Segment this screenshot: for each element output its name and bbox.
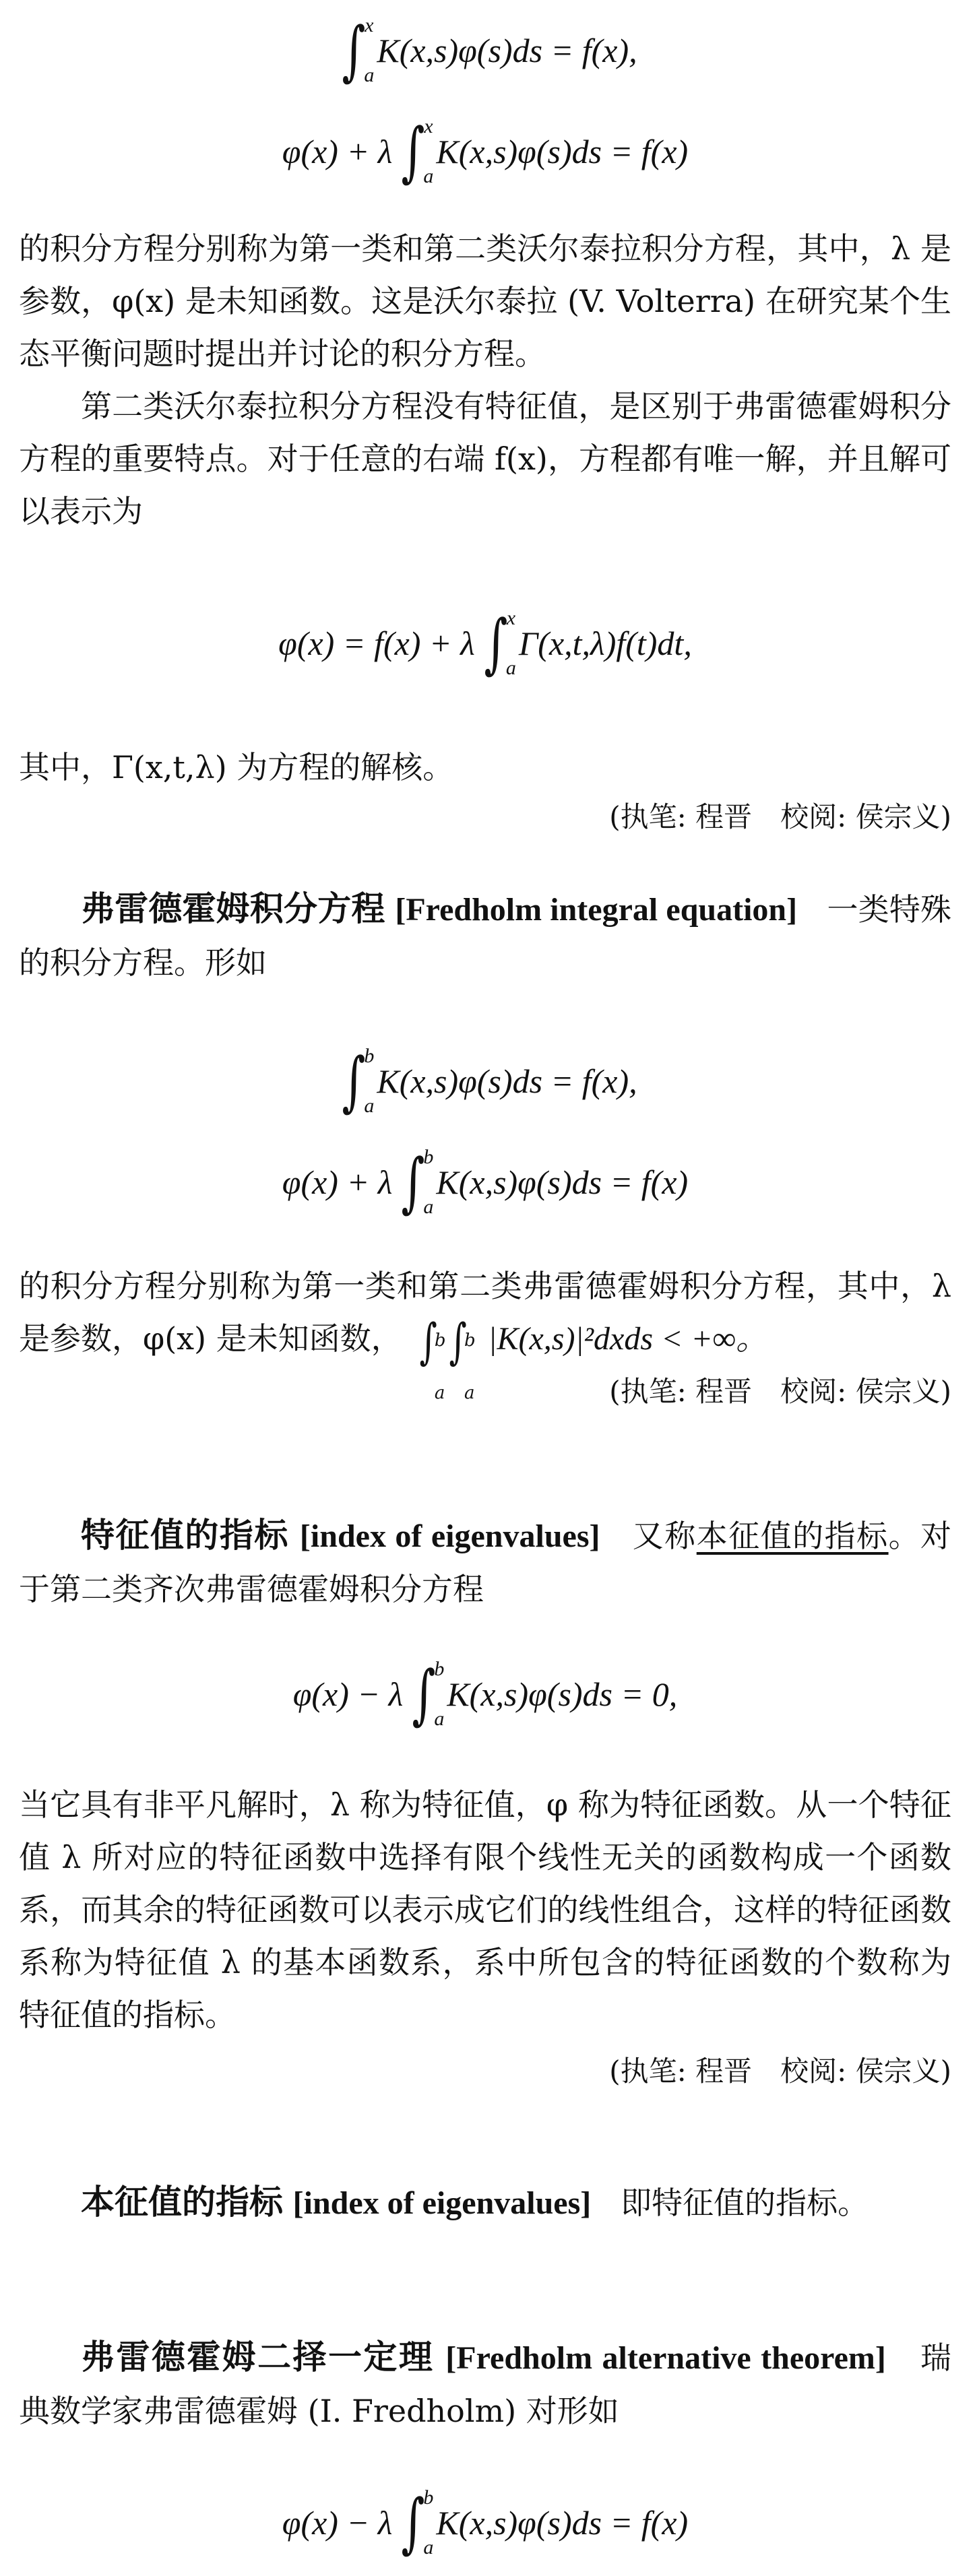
volterra-solution: φ(x) = f(x) + λ ∫ x a Γ(x,t,λ)f(t)dt, <box>278 606 692 681</box>
alternative-equation: φ(x) − λ ∫ b a K(x,s)φ(s)ds = f(x) <box>282 2485 689 2561</box>
entry-english: [index of eigenvalues] <box>292 2185 592 2221</box>
paragraph: 当它具有非平凡解时，λ 称为特征值，φ 称为特征函数。从一个特征值 λ 所对应的特征函数中选择有限个线性无关的函数构成一个函数系，而其余的特征函数可以表示成它们的线性组合，这样的特征函数系称为特征值 λ 的基本函数系，系中所包含的特征函数的个数称为特征值的指标。 <box>19 1786 951 2033</box>
entry-intro: 一类特殊的积分方程。形如 <box>19 891 952 981</box>
entry-english: [index of eigenvalues] <box>299 1518 600 1554</box>
entry-title: 弗雷德霍姆积分方程 <box>81 889 385 928</box>
credit-line: (执笔: 程晋 校阅: 侯宗义) <box>609 1375 951 1408</box>
paragraph: 其中，Γ(x,t,λ) 为方程的解核。 <box>19 749 454 785</box>
entry-title: 弗雷德霍姆二择一定理 <box>81 2338 435 2377</box>
fredholm-eq-second-kind: φ(x) + λ ∫ b a K(x,s)φ(s)ds = f(x) <box>282 1145 689 1220</box>
double-integral-sign: ∫ b a ∫ b a <box>419 1313 476 1403</box>
integral-sign: ∫ x a <box>401 114 434 189</box>
paragraph: 的积分方程分别称为第一类和第二类沃尔泰拉积分方程，其中，λ 是参数，φ(x) 是未知函数。这是沃尔泰拉 (V. Volterra) 在研究某个生态平衡问题时提出并讨论的积分方程。 <box>19 230 951 372</box>
integral-sign: ∫ x a <box>342 13 375 88</box>
credit-line: (执笔: 程晋 校阅: 侯宗义) <box>609 800 951 833</box>
homogeneous-equation: φ(x) − λ ∫ b a K(x,s)φ(s)ds = 0, <box>292 1656 678 1732</box>
fredholm-equations <box>19 1031 951 1233</box>
entry-english: [Fredholm alternative theorem] <box>445 2340 886 2376</box>
entry-fredholm-alternative: 弗雷德霍姆二择一定理 [Fredholm alternative theorem] 瑞典数学家弗雷德霍姆 (I. Fredholm) 对形如 <box>19 2338 951 2429</box>
volterra-body <box>19 222 951 538</box>
fredholm-body <box>19 1260 951 1415</box>
credit-line: (执笔: 程晋 校阅: 侯宗义) <box>609 2055 951 2088</box>
integral-sign: ∫ b a <box>401 2485 434 2561</box>
integral-sign: ∫ b a <box>412 1656 445 1732</box>
entry-english: [Fredholm integral equation] <box>395 892 798 928</box>
index-eigen-body <box>19 1778 951 2095</box>
entry-index-proper-values: 本征值的指标 [index of eigenvalues] 即特征值的指标。 <box>81 2183 869 2222</box>
entry-fredholm-integral-equation <box>19 882 951 989</box>
entry-title: 特征值的指标 <box>81 1516 289 1555</box>
paragraph: 第二类沃尔泰拉积分方程没有特征值，是区别于弗雷德霍姆积分方程的重要特点。对于任意的右端 f(x)，方程都有唯一解，并且解可以表示为 <box>19 388 951 529</box>
integral-sign: ∫ b a <box>342 1043 375 1119</box>
volterra-equations <box>19 0 951 202</box>
entry-index-of-eigenvalues: 特征值的指标 [index of eigenvalues] 又称本征值的指标。对于第二类齐次弗雷德霍姆积分方程 <box>19 1516 952 1607</box>
integral-sign: ∫ b a <box>401 1145 434 1220</box>
volterra-tail <box>19 741 951 841</box>
fredholm-eq-first-kind: ∫ b a K(x,s)φ(s)ds = f(x), <box>19 1031 951 1132</box>
paragraph: 的积分方程分别称为第一类和第二类弗雷德霍姆积分方程，其中，λ 是参数，φ(x) 是未知函数， ∫ b a ∫ b a |K(x,s)|²dxds < +∞。 <box>19 1268 951 1403</box>
entry-title: 本征值的指标 <box>81 2183 283 2222</box>
volterra-eq-second-kind: φ(x) + λ ∫ x a K(x,s)φ(s)ds = f(x) <box>282 114 689 189</box>
integral-sign: ∫ x a <box>484 606 516 681</box>
volterra-eq-first-kind: ∫ x a K(x,s)φ(s)ds = f(x), <box>19 0 951 101</box>
cross-reference-link[interactable]: 本征值的指标 <box>696 1518 889 1554</box>
